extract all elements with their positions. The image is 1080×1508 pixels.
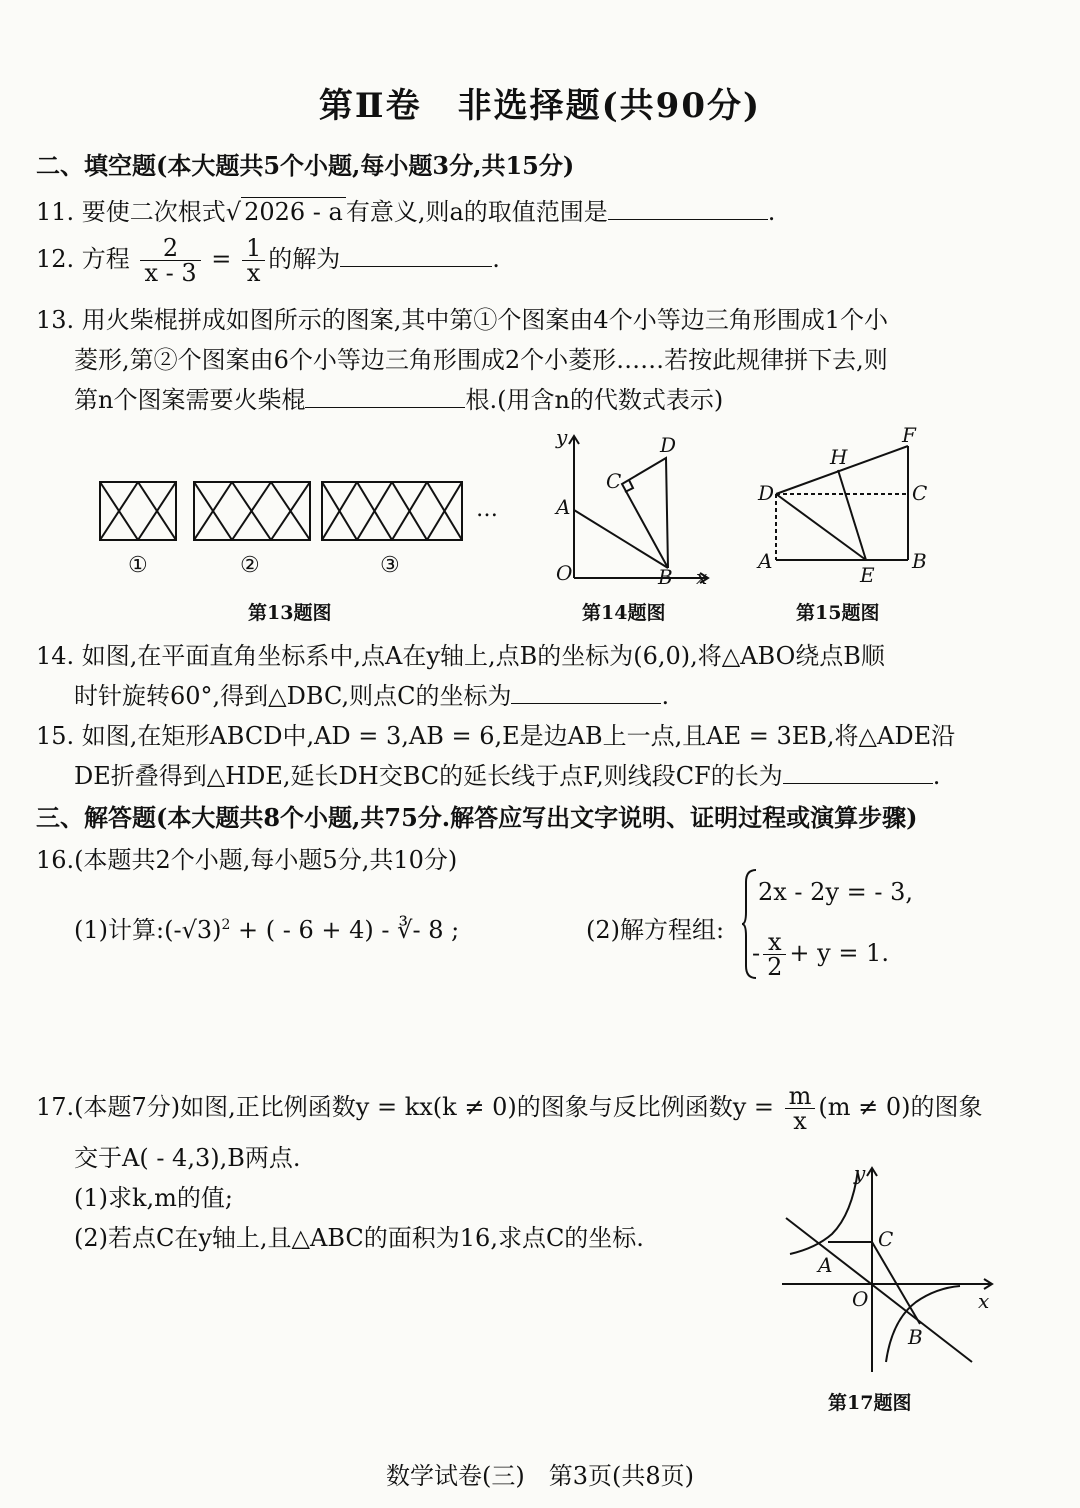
q11-answer-blank[interactable]	[608, 197, 768, 220]
figure-15-caption: 第15题图	[796, 602, 880, 624]
q11-radicand: 2026 - a	[241, 197, 346, 226]
q17-fraction: $\frac{m}{x}$	[785, 1084, 816, 1133]
question-11: 11. 要使二次根式√ 2026 - a 有意义,则a的取值范围是 .	[36, 198, 776, 226]
pattern-2-label: ②	[240, 553, 260, 578]
question-16-part-1	[74, 910, 459, 945]
fig17-label-B: B	[908, 1325, 923, 1349]
q12-fraction-left: $\frac{2}{x - 3}$	[140, 236, 200, 285]
fig14-label-A: A	[556, 495, 571, 519]
fig15-label-A: A	[758, 549, 773, 573]
figure-15	[750, 424, 940, 588]
pattern-3-label: ③	[380, 553, 400, 578]
fig15-label-B: B	[912, 549, 927, 573]
q15-answer-blank[interactable]	[783, 761, 933, 784]
q13-line3-suffix: 根.(用含n的代数式表示)	[465, 386, 724, 414]
q16-p1-exponent: 2	[221, 917, 231, 933]
fig14-label-y: y	[556, 428, 568, 449]
question-16-heading: 16.(本题共2个小题,每小题5分,共10分)	[36, 846, 458, 874]
fig15-label-F: F	[902, 424, 916, 447]
q12-answer-blank[interactable]	[340, 244, 492, 267]
fig14-label-C: C	[606, 469, 622, 493]
question-14-line-2: 时针旋转60°,得到△DBC,则点C的坐标为 .	[74, 682, 670, 710]
page-footer: 数学试卷(三) 第3页(共8页)	[386, 1462, 694, 1490]
q12-prefix: 12. 方程	[36, 245, 130, 273]
q12-equals: =	[211, 245, 232, 273]
question-13-line-3	[74, 380, 723, 415]
question-17-line-1	[36, 1084, 983, 1133]
q14-answer-blank[interactable]	[511, 681, 661, 704]
ellipsis: …	[476, 497, 498, 522]
q16-p1-label: (1)计算:	[74, 916, 165, 944]
question-13-line-1: 13. 用火柴棍拼成如图所示的图案,其中第①个图案由4个小等边三角形围成1个小	[36, 306, 888, 334]
q12-suffix: 的解为	[268, 245, 341, 273]
q14-line2-text: 时针旋转60°,得到△DBC,则点C的坐标为	[74, 682, 512, 710]
page-title: 第Ⅱ卷 非选择题(共90分)	[318, 86, 762, 126]
fig17-label-O: O	[852, 1287, 869, 1311]
pattern-1-label: ①	[128, 553, 148, 578]
figure-13	[90, 470, 520, 590]
q13-line3-prefix: 第n个图案需要火柴棍	[74, 386, 306, 414]
question-15-line-2: DE折叠得到△HDE,延长DH交BC的延长线于点F,则线段CF的长为 .	[74, 762, 941, 790]
section-3-heading: 三、解答题(本大题共8个小题,共75分.解答应写出文字说明、证明过程或演算步骤)	[36, 803, 918, 832]
fig14-label-x: x	[696, 565, 708, 589]
fig14-label-B: B	[658, 565, 673, 589]
question-13-line-2: 菱形,第②个图案由6个小等边三角形围成2个小菱形……若按此规律拼下去,则	[74, 346, 888, 374]
fig17-label-y: y	[854, 1162, 866, 1185]
fig17-label-A: A	[818, 1253, 833, 1277]
question-17-part-1: (1)求k,m的值;	[74, 1184, 234, 1212]
section-2-heading: 二、填空题(本大题共5个小题,每小题3分,共15分)	[36, 151, 575, 180]
q16-p1-term: (-√3)	[164, 916, 222, 944]
figure-17	[776, 1162, 1006, 1382]
figure-13-caption: 第13题图	[248, 602, 332, 624]
fig15-label-H: H	[830, 445, 848, 469]
fig17-label-C: C	[878, 1227, 894, 1251]
fig15-label-E: E	[860, 563, 875, 587]
system-equation-1: 2x - 2y = - 3,	[758, 878, 914, 906]
q11-suffix: 有意义,则a的取值范围是	[345, 198, 608, 226]
q13-answer-blank[interactable]	[305, 385, 465, 408]
q17-line1-prefix: 17.(本题7分)如图,正比例函数y = kx(k ≠ 0)的图象与反比例函数y =	[36, 1093, 774, 1121]
question-15-line-1: 15. 如图,在矩形ABCD中,AD = 3,AB = 6,E是边AB上一点,且AE = 3EB,将△ADE沿	[36, 722, 956, 750]
q17-line1-suffix: (m ≠ 0)的图象	[818, 1093, 983, 1121]
fig15-label-D: D	[758, 481, 775, 505]
q12-fraction-right: $\frac{1}{x}$	[242, 236, 265, 285]
system-equation-2: - $\frac{x}{2}$ + y = 1.	[752, 928, 889, 981]
fig14-label-D: D	[660, 433, 677, 457]
q15-line2-text: DE折叠得到△HDE,延长DH交BC的延长线于点F,则线段CF的长为	[74, 762, 783, 790]
fig15-label-C: C	[912, 481, 928, 505]
question-17-line-2: 交于A( - 4,3),B两点.	[74, 1144, 301, 1172]
question-12: 12. 方程 $\frac{2}{x - 3}$ = $\frac{1}{x}$ 的解为 .	[36, 234, 500, 287]
figure-14	[548, 428, 718, 590]
fig14-label-O: O	[556, 561, 573, 585]
q16-p1-rest: + ( - 6 + 4) - ∛- 8 ;	[230, 916, 460, 944]
question-17-part-2: (2)若点C在y轴上,且△ABC的面积为16,求点C的坐标.	[74, 1224, 644, 1252]
q11-prefix: 11. 要使二次根式	[36, 198, 226, 226]
figure-17-caption: 第17题图	[828, 1392, 912, 1414]
figure-14-caption: 第14题图	[582, 602, 666, 624]
sqrt-sign: √	[225, 198, 242, 226]
fig17-label-x: x	[978, 1289, 990, 1313]
question-16-part-2-label: (2)解方程组:	[586, 916, 725, 944]
question-14-line-1: 14. 如图,在平面直角坐标系中,点A在y轴上,点B的坐标为(6,0),将△ABO绕点B顺	[36, 642, 885, 670]
